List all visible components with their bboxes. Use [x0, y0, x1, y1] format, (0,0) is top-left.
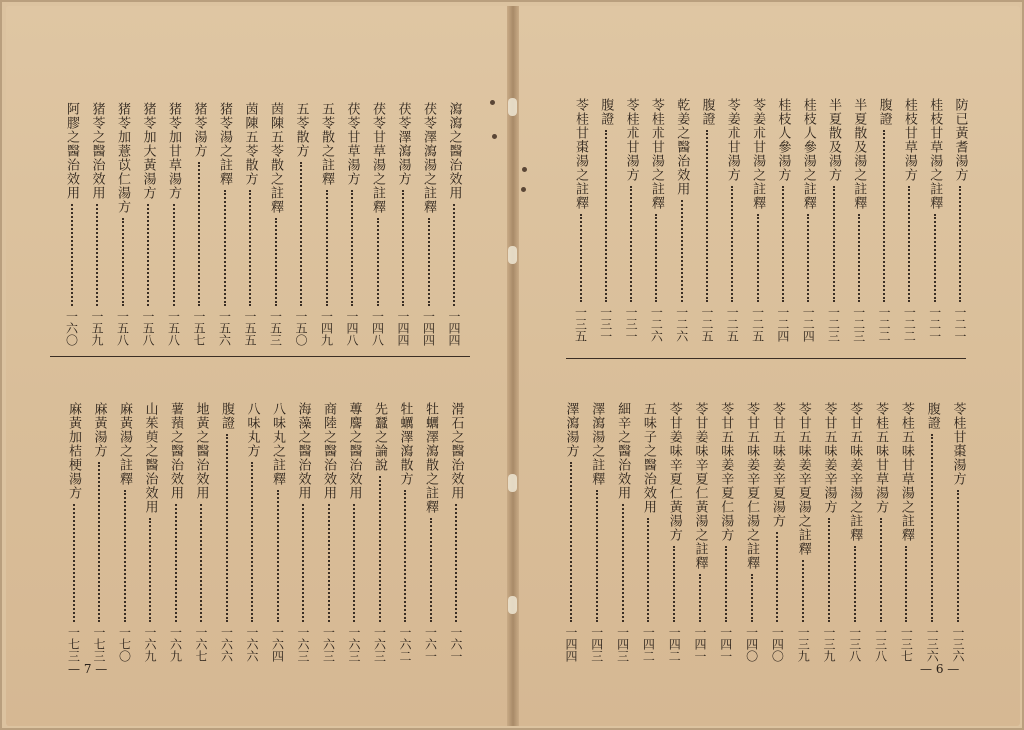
toc-entry: [845, 402, 865, 662]
dot-leader: [854, 546, 856, 622]
toc-entry: [395, 402, 415, 662]
toc-entry-title: 猪苓湯之註釋: [217, 102, 232, 186]
binding-hole: [492, 134, 497, 139]
toc-entry-page: 一五八: [115, 310, 130, 346]
book-spread: [2, 2, 1022, 728]
toc-entry-title: 苓桂朮甘湯方: [623, 98, 639, 182]
toc-entry: [742, 402, 762, 662]
toc-entry-title: 牡蠣澤瀉散之註釋: [423, 402, 438, 514]
toc-entry-title: 茯苓澤瀉湯方: [395, 102, 411, 186]
toc-entry-title: 桂枝人參湯方: [775, 98, 791, 182]
dot-leader: [802, 560, 804, 622]
toc-entry-page: 一六四: [270, 626, 285, 662]
toc-entry-page: 一六三: [321, 626, 336, 662]
toc-entry-page: 一二六: [649, 306, 664, 342]
dot-leader: [699, 574, 701, 622]
dot-leader: [570, 462, 572, 622]
toc-entry-title: 麻黃加桔梗湯方: [66, 402, 81, 500]
toc-entry-title: 猪苓加大黃湯方: [140, 102, 156, 200]
toc-entry-title: 茵陳五苓散之註釋: [268, 102, 283, 214]
toc-entry: [793, 402, 813, 662]
toc-entry-page: 一二二: [902, 306, 917, 342]
toc-entry-page: 一三七: [899, 626, 914, 662]
dot-leader: [828, 518, 830, 622]
toc-entry-page: 一六一: [423, 626, 438, 662]
toc-entry-page: 一五六: [217, 310, 232, 346]
dot-leader: [73, 504, 75, 622]
toc-entry-title: 地黃之醫治效用: [193, 402, 209, 500]
toc-entry-page: 一五九: [90, 310, 104, 346]
dot-leader: [200, 504, 202, 622]
toc-entry-title: 防已黃耆湯方: [952, 98, 968, 182]
toc-entry-title: 澤瀉湯之註釋: [589, 402, 605, 486]
toc-entry-title: 苓甘姜味辛夏仁黃湯方: [666, 402, 682, 542]
toc-entry-title: 苓甘五味姜辛夏湯之註釋: [795, 402, 811, 556]
toc-entry-page: 一四二: [667, 626, 682, 662]
toc-entry: [89, 402, 109, 662]
toc-entry: [293, 402, 313, 662]
binding-stitch: [508, 98, 517, 116]
toc-entry: [421, 402, 441, 662]
toc-entry-title: 商陸之醫治效用: [321, 402, 336, 500]
toc-entry-page: 一三八: [873, 626, 888, 662]
toc-entry: [638, 402, 658, 662]
toc-entry-page: 一五五: [243, 310, 257, 346]
toc-entry-page: 一六三: [347, 626, 361, 662]
toc-entry-page: 一三六: [925, 626, 940, 662]
toc-entry-page: 一三六: [951, 626, 965, 662]
toc-entry: [166, 402, 186, 662]
toc-entry-page: 一四八: [370, 310, 385, 346]
dot-leader: [379, 476, 381, 622]
dot-leader: [149, 518, 151, 622]
binding-stitch: [508, 596, 517, 614]
toc-entry-title: 瀉瀉之醫治效用: [446, 102, 462, 200]
dot-leader: [725, 546, 727, 622]
toc-entry-title: 苓桂甘棗湯方: [950, 402, 966, 486]
toc-entry-page: 一二一: [953, 306, 967, 342]
toc-entry-title: 茯苓澤瀉湯之註釋: [421, 102, 436, 214]
toc-entry-title: 猪苓之醫治效用: [89, 102, 105, 200]
toc-entry-page: 一三五: [573, 306, 588, 342]
toc-entry-title: 八味丸方: [244, 402, 260, 458]
toc-entry-title: 苓桂五味甘草湯之註釋: [898, 402, 914, 542]
toc-entry-page: 一三一: [624, 306, 639, 342]
toc-entry-title: 阿膠之醫治效用: [64, 102, 79, 200]
left-bottom-entries: [6, 6, 510, 726]
dot-leader: [353, 504, 355, 622]
toc-entry-page: 一六二: [398, 626, 412, 662]
toc-entry-title: 麻黃湯之註釋: [117, 402, 132, 486]
binding-stitch: [508, 246, 517, 264]
toc-entry-page: 一五七: [192, 310, 206, 346]
toc-entry-page: 一六三: [296, 626, 310, 662]
dot-leader: [277, 490, 279, 622]
toc-entry-page: 一五三: [268, 310, 283, 346]
toc-entry-title: 茵陳五苓散方: [242, 102, 258, 186]
dot-leader: [404, 490, 406, 622]
toc-entry-title: 細辛之醫治效用: [615, 402, 631, 500]
toc-entry-title: 腹證: [699, 98, 715, 126]
toc-entry-page: 一四二: [641, 626, 656, 662]
toc-entry-page: 一六〇: [64, 310, 79, 346]
toc-entry-page: 一四八: [345, 310, 359, 346]
toc-entry-title: 牡蠣澤瀉散方: [397, 402, 413, 486]
toc-entry-page: 一五八: [141, 310, 155, 346]
toc-entry: [191, 402, 211, 662]
toc-entry: [561, 402, 581, 662]
toc-entry-page: 一四一: [693, 626, 707, 662]
dot-leader: [957, 490, 959, 622]
toc-entry-title: 五苓散之註釋: [319, 102, 334, 186]
toc-entry: [242, 402, 262, 662]
toc-entry: [922, 402, 942, 662]
toc-entry-page: 一二二: [877, 306, 892, 342]
toc-entry-page: 一二五: [700, 306, 714, 342]
toc-entry: [217, 402, 237, 662]
toc-entry-page: 一七〇: [117, 626, 132, 662]
right-page: [516, 6, 1020, 726]
dot-leader: [251, 462, 253, 622]
right-page-number: — 6 —: [920, 662, 960, 676]
toc-entry: [446, 402, 466, 662]
toc-entry-page: 一三九: [796, 626, 811, 662]
toc-entry-page: 一二一: [927, 306, 942, 342]
dot-leader: [596, 490, 598, 622]
toc-entry-title: 薯蕷之醫治效用: [168, 402, 183, 500]
toc-entry-page: 一六六: [245, 626, 259, 662]
toc-entry-title: 先蠶之論說: [372, 402, 387, 472]
toc-entry-page: 一四四: [564, 626, 578, 662]
toc-entry-page: 一五〇: [294, 310, 308, 346]
toc-entry: [370, 402, 390, 662]
toc-entry-page: 一四四: [396, 310, 410, 346]
toc-entry-title: 山茱萸之醫治效用: [142, 402, 158, 514]
toc-entry-title: 半夏散及湯方: [826, 98, 841, 182]
toc-entry-title: 苓甘五味姜辛夏仁湯之註釋: [744, 402, 760, 570]
toc-entry-title: 麻黃湯方: [91, 402, 107, 458]
dot-leader: [226, 434, 228, 622]
dot-leader: [673, 546, 675, 622]
toc-entry-page: 一六七: [194, 626, 208, 662]
toc-entry-title: 半夏散及湯之註釋: [851, 98, 867, 210]
toc-entry-page: 一三九: [822, 626, 836, 662]
toc-entry-page: 一三八: [847, 626, 862, 662]
toc-entry: [587, 402, 607, 662]
left-page-number: — 7 —: [68, 662, 108, 676]
toc-entry: [871, 402, 891, 662]
dot-leader: [175, 504, 177, 622]
dot-leader: [328, 504, 330, 622]
dot-leader: [647, 518, 649, 622]
toc-entry-page: 一二四: [775, 306, 790, 342]
toc-entry: [613, 402, 633, 662]
toc-entry: [268, 402, 288, 662]
toc-entry-page: 一四九: [319, 310, 334, 346]
toc-entry-title: 茯苓甘草湯之註釋: [370, 102, 385, 214]
toc-entry-title: 苓甘五味姜辛夏湯方: [769, 402, 785, 528]
toc-entry-title: 五味子之醫治效用: [640, 402, 656, 514]
toc-entry: [767, 402, 787, 662]
toc-entry-page: 一二五: [725, 306, 740, 342]
toc-entry-page: 一六三: [372, 626, 387, 662]
toc-entry-title: 腹證: [876, 98, 892, 126]
toc-entry: [664, 402, 684, 662]
dot-leader: [622, 504, 624, 622]
toc-entry-page: 一二四: [801, 306, 816, 342]
toc-entry-title: 五苓散方: [293, 102, 309, 158]
toc-entry-title: 腹證: [924, 402, 940, 430]
toc-entry-page: 一四三: [615, 626, 630, 662]
toc-entry-page: 一六九: [143, 626, 157, 662]
toc-entry-title: 苓姜朮甘湯方: [724, 98, 740, 182]
toc-entry-page: 一七三: [66, 626, 81, 662]
binding-hole: [522, 167, 527, 172]
toc-entry-page: 一五八: [166, 310, 181, 346]
toc-entry-title: 猪苓加甘草湯方: [166, 102, 181, 200]
dot-leader: [880, 518, 882, 622]
binding-hole: [490, 100, 495, 105]
toc-entry-title: 苓甘五味姜辛夏仁湯方: [718, 402, 734, 542]
toc-entry-page: 一四〇: [770, 626, 785, 662]
dot-leader: [430, 518, 432, 622]
toc-entry-page: 一二六: [674, 306, 689, 342]
toc-entry-title: 苓甘姜味辛夏仁黃湯之註釋: [692, 402, 708, 570]
toc-entry-page: 一四三: [589, 626, 604, 662]
toc-entry: [115, 402, 135, 662]
toc-entry: [716, 402, 736, 662]
toc-entry-page: 一四一: [718, 626, 733, 662]
toc-entry: [690, 402, 710, 662]
toc-entry: [819, 402, 839, 662]
dot-leader: [751, 574, 753, 622]
toc-entry-title: 乾姜之醫治效用: [674, 98, 690, 196]
toc-entry-title: 猪苓湯方: [191, 102, 207, 158]
toc-entry-title: 澤瀉湯方: [563, 402, 579, 458]
toc-entry: [319, 402, 339, 662]
dot-leader: [905, 546, 907, 622]
dot-leader: [302, 504, 304, 622]
toc-entry-title: 猪苓加薏苡仁湯方: [115, 102, 130, 214]
toc-entry-page: 一六六: [219, 626, 234, 662]
toc-entry-title: 八味丸之註釋: [270, 402, 285, 486]
dot-leader: [455, 504, 457, 622]
toc-entry-page: 一二三: [826, 306, 841, 342]
toc-entry-page: 一二五: [750, 306, 765, 342]
toc-entry-title: 苓桂五味甘草湯方: [873, 402, 889, 514]
toc-entry-title: 腹證: [219, 402, 234, 430]
dot-leader: [124, 490, 126, 622]
toc-entry-page: 一七三: [92, 626, 106, 662]
toc-entry-page: 一六一: [449, 626, 463, 662]
toc-entry: [140, 402, 160, 662]
right-bottom-entries: [516, 6, 1020, 726]
toc-entry-title: 海藻之醫治效用: [295, 402, 311, 500]
toc-entry-title: 苓甘五味姜辛湯之註釋: [847, 402, 863, 542]
toc-entry-title: 桂枝人參湯之註釋: [800, 98, 816, 210]
toc-entry: [344, 402, 364, 662]
dot-leader: [931, 434, 933, 622]
toc-entry-page: 一二三: [851, 306, 866, 342]
toc-entry-title: 桂枝甘草湯之註釋: [927, 98, 943, 210]
left-page: [6, 6, 510, 726]
toc-entry-page: 一三一: [598, 306, 613, 342]
toc-entry-title: 腹證: [598, 98, 614, 126]
binding-hole: [521, 187, 526, 192]
binding-stitch: [508, 474, 517, 492]
dot-leader: [98, 462, 100, 622]
toc-entry-title: 桂枝甘草湯方: [901, 98, 917, 182]
toc-entry-title: 苓桂朮甘湯之註釋: [648, 98, 664, 210]
dot-leader: [776, 532, 778, 622]
toc-entry-page: 一四〇: [744, 626, 759, 662]
toc-entry-page: 一四四: [421, 310, 436, 346]
toc-entry-title: 蓴麐之醫治效用: [346, 402, 362, 500]
toc-entry-page: 一四四: [447, 310, 461, 346]
toc-entry: [948, 402, 968, 662]
toc-entry-title: 苓桂甘棗湯之註釋: [573, 98, 588, 210]
toc-entry: [896, 402, 916, 662]
toc-entry-title: 苓甘五味姜辛湯方: [821, 402, 837, 514]
toc-entry-title: 滑石之醫治效用: [448, 402, 464, 500]
toc-entry-title: 苓姜朮甘湯之註釋: [750, 98, 766, 210]
toc-entry-page: 一六九: [168, 626, 183, 662]
toc-entry-title: 茯苓甘草湯方: [344, 102, 360, 186]
toc-entry: [64, 402, 84, 662]
